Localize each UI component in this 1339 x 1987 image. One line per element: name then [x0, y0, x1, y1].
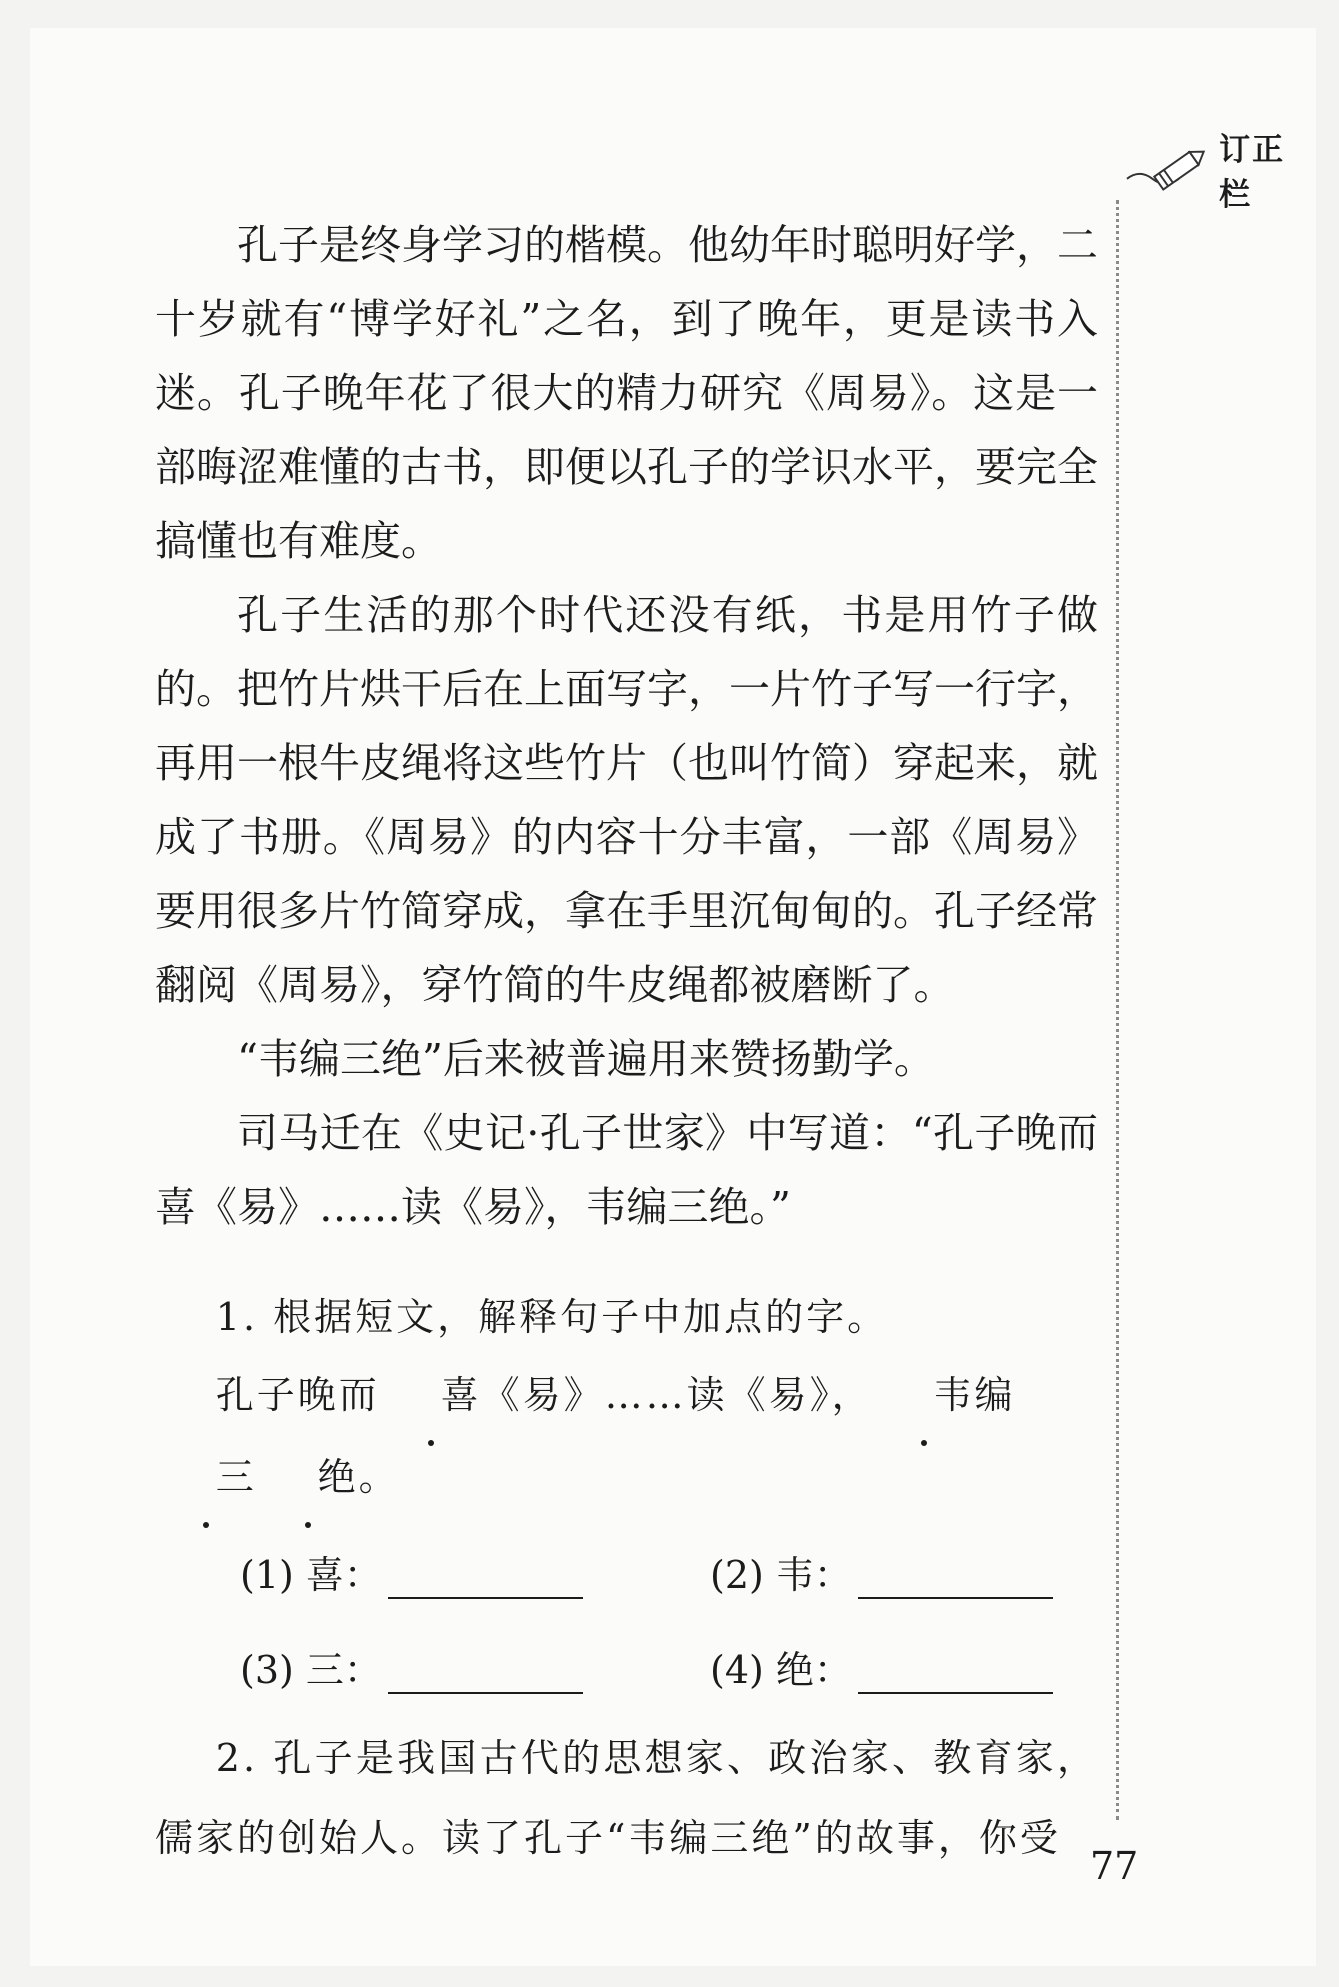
blank-2-label: (2) 韦：	[710, 1553, 852, 1597]
dotted-char-san: 三	[155, 1436, 257, 1518]
dotted-char-jue: 绝	[257, 1436, 359, 1518]
blank-4	[710, 1639, 1160, 1694]
paragraph-3: “韦编三绝”后来被普遍用来赞扬勤学。	[237, 1035, 935, 1083]
blank-4-answer-line[interactable]	[858, 1662, 1053, 1694]
correction-column-header	[1125, 124, 1316, 214]
pencil-icon	[1125, 139, 1213, 199]
blank-3-label: (3) 三：	[240, 1648, 382, 1692]
paragraph-4: 司马迁在《史记·孔子世家》中写道：“孔子晚而喜《易》……读《易》，韦编三绝。”	[155, 1109, 1098, 1231]
correction-column-title: 订正栏	[1219, 132, 1286, 213]
dotted-char-xi: 喜	[380, 1354, 482, 1436]
answer-blanks	[240, 1544, 1098, 1694]
blank-3-answer-line[interactable]	[388, 1662, 583, 1694]
textbook-page	[30, 28, 1316, 1966]
paragraph-1: 孔子是终身学习的楷模。他幼年时聪明好学，二十岁就有“博学好礼”之名，到了晚年，更是读书入迷。孔子晚年花了很大的精力研究《周易》。这是一部晦涩难懂的古书，即便以孔子的学识水平，要完全搞懂也有难度。	[155, 221, 1098, 565]
blank-1	[240, 1544, 710, 1599]
blank-1-label: (1) 喜：	[240, 1553, 382, 1597]
blank-2-answer-line[interactable]	[858, 1567, 1053, 1599]
blank-2	[710, 1544, 1160, 1599]
paragraph-2: 孔子生活的那个时代还没有纸，书是用竹子做的。把竹片烘干后在上面写字，一片竹子写一行字，再用一根牛皮绳将这些竹片（也叫竹简）穿起来，就成了书册。《周易》的内容十分丰富，一部《周易》要用很多片竹简穿成，拿在手里沉甸甸的。孔子经常翻阅《周易》，穿竹简的牛皮绳都被磨断了。	[155, 591, 1098, 1009]
blank-1-answer-line[interactable]	[388, 1567, 583, 1599]
question-1-sentence: 孔子晚而 喜《易》……读《易》， 韦编三 绝。	[155, 1354, 1098, 1518]
dotted-char-wei: 韦	[873, 1354, 975, 1436]
blank-3	[240, 1639, 710, 1694]
question-1-title: 1. 根据短文，解释句子中加点的字。	[215, 1295, 889, 1339]
page-number: 77	[1090, 1844, 1139, 1888]
question-2-text: 2. 孔子是我国古代的思想家、政治家、教育家，儒家的创始人。读了孔子“韦编三绝”的故事，你受	[155, 1736, 1098, 1860]
reading-passage	[155, 208, 1098, 1878]
blank-4-label: (4) 绝：	[710, 1648, 852, 1692]
